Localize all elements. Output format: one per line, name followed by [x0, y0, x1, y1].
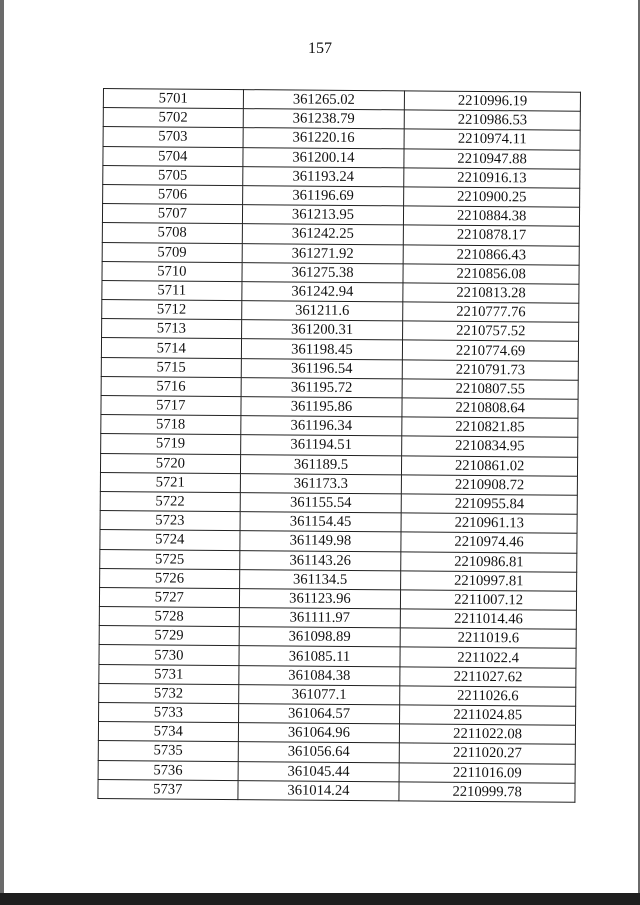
point-id-cell: 5718	[101, 415, 241, 435]
point-id-cell: 5732	[99, 683, 239, 703]
x-coordinate-cell: 361134.5	[239, 569, 401, 589]
point-id-cell: 5716	[101, 376, 241, 396]
point-id-cell: 5713	[102, 319, 242, 339]
point-id-cell: 5720	[100, 453, 240, 473]
point-id-cell: 5722	[100, 491, 240, 511]
y-coordinate-cell: 2210834.95	[402, 436, 578, 457]
x-coordinate-cell: 361200.31	[241, 320, 403, 340]
x-coordinate-cell: 361275.38	[242, 262, 404, 282]
point-id-cell: 5723	[100, 511, 240, 531]
table-row	[98, 779, 575, 802]
x-coordinate-cell: 361271.92	[242, 243, 404, 263]
point-id-cell: 5707	[102, 204, 242, 224]
y-coordinate-cell: 2211016.09	[399, 762, 575, 783]
x-coordinate-cell: 361084.38	[238, 665, 400, 685]
point-id-cell: 5702	[103, 108, 243, 128]
x-coordinate-cell: 361111.97	[239, 608, 401, 628]
point-id-cell: 5725	[100, 549, 240, 569]
y-coordinate-cell: 2210916.13	[404, 168, 580, 189]
point-id-cell: 5704	[103, 146, 243, 166]
x-coordinate-cell: 361143.26	[239, 550, 401, 570]
y-coordinate-cell: 2210986.53	[405, 110, 581, 131]
scan-edge	[0, 893, 640, 905]
point-id-cell: 5727	[99, 587, 239, 607]
x-coordinate-cell: 361220.16	[243, 128, 405, 148]
x-coordinate-cell: 361265.02	[243, 90, 405, 110]
x-coordinate-cell: 361200.14	[242, 147, 404, 167]
x-coordinate-cell: 361014.24	[238, 780, 400, 800]
point-id-cell: 5735	[98, 741, 238, 761]
y-coordinate-cell: 2210808.64	[402, 398, 578, 419]
y-coordinate-cell: 2210900.25	[404, 187, 580, 208]
y-coordinate-cell: 2211026.6	[400, 686, 576, 707]
y-coordinate-cell: 2210821.85	[402, 417, 578, 438]
point-id-cell: 5703	[103, 127, 243, 147]
table-body	[98, 89, 581, 803]
point-id-cell: 5714	[101, 338, 241, 358]
y-coordinate-cell: 2211022.08	[400, 724, 576, 745]
y-coordinate-cell: 2210791.73	[403, 359, 579, 380]
point-id-cell: 5728	[99, 607, 239, 627]
y-coordinate-cell: 2210974.11	[404, 129, 580, 150]
y-coordinate-cell: 2210878.17	[404, 225, 580, 246]
y-coordinate-cell: 2211019.6	[400, 628, 576, 649]
point-id-cell: 5706	[103, 184, 243, 204]
point-id-cell: 5721	[100, 472, 240, 492]
x-coordinate-cell: 361195.86	[241, 397, 403, 417]
y-coordinate-cell: 2211020.27	[400, 743, 576, 764]
y-coordinate-cell: 2211007.12	[401, 590, 577, 611]
point-id-cell: 5731	[99, 664, 239, 684]
point-id-cell: 5729	[99, 626, 239, 646]
point-id-cell: 5730	[99, 645, 239, 665]
y-coordinate-cell: 2211022.4	[400, 647, 576, 668]
point-id-cell: 5724	[100, 530, 240, 550]
y-coordinate-cell: 2210997.81	[401, 571, 577, 592]
x-coordinate-cell: 361064.96	[238, 723, 400, 743]
y-coordinate-cell: 2211014.46	[401, 609, 577, 630]
x-coordinate-cell: 361196.69	[242, 186, 404, 206]
y-coordinate-cell: 2210777.76	[403, 302, 579, 323]
y-coordinate-cell: 2211027.62	[400, 666, 576, 687]
point-id-cell: 5709	[102, 242, 242, 262]
y-coordinate-cell: 2210866.43	[403, 244, 579, 265]
x-coordinate-cell: 361198.45	[241, 339, 403, 359]
x-coordinate-cell: 361077.1	[238, 684, 400, 704]
x-coordinate-cell: 361173.3	[240, 473, 402, 493]
x-coordinate-cell: 361064.57	[238, 704, 400, 724]
y-coordinate-cell: 2210774.69	[403, 340, 579, 361]
point-id-cell: 5701	[103, 89, 243, 109]
point-id-cell: 5734	[98, 722, 238, 742]
point-id-cell: 5719	[101, 434, 241, 454]
point-id-cell: 5717	[101, 395, 241, 415]
x-coordinate-cell: 361189.5	[240, 454, 402, 474]
point-id-cell: 5705	[103, 165, 243, 185]
point-id-cell: 5710	[102, 261, 242, 281]
x-coordinate-cell: 361195.72	[241, 377, 403, 397]
x-coordinate-cell: 361193.24	[242, 166, 404, 186]
x-coordinate-cell: 361196.54	[241, 358, 403, 378]
y-coordinate-cell: 2210908.72	[402, 475, 578, 496]
y-coordinate-cell: 2210955.84	[401, 494, 577, 515]
y-coordinate-cell: 2210961.13	[401, 513, 577, 534]
point-id-cell: 5736	[98, 760, 238, 780]
x-coordinate-cell: 361242.94	[241, 281, 403, 301]
y-coordinate-cell: 2210861.02	[402, 455, 578, 476]
x-coordinate-cell: 361196.34	[240, 416, 402, 436]
x-coordinate-cell: 361238.79	[243, 109, 405, 129]
x-coordinate-cell: 361213.95	[242, 205, 404, 225]
y-coordinate-cell: 2211024.85	[400, 705, 576, 726]
x-coordinate-cell: 361085.11	[239, 646, 401, 666]
y-coordinate-cell: 2210884.38	[404, 206, 580, 227]
x-coordinate-cell: 361211.6	[241, 301, 403, 321]
x-coordinate-cell: 361056.64	[238, 742, 400, 762]
x-coordinate-cell: 361149.98	[239, 531, 401, 551]
x-coordinate-cell: 361098.89	[239, 627, 401, 647]
x-coordinate-cell: 361123.96	[239, 588, 401, 608]
x-coordinate-cell: 361242.25	[242, 224, 404, 244]
point-id-cell: 5711	[102, 280, 242, 300]
point-id-cell: 5737	[98, 779, 238, 799]
y-coordinate-cell: 2210947.88	[404, 148, 580, 169]
point-id-cell: 5708	[102, 223, 242, 243]
y-coordinate-cell: 2210813.28	[403, 283, 579, 304]
x-coordinate-cell: 361154.45	[240, 512, 402, 532]
x-coordinate-cell: 361155.54	[240, 493, 402, 513]
page-number: 157	[308, 40, 332, 57]
x-coordinate-cell: 361045.44	[238, 761, 400, 781]
point-id-cell: 5712	[102, 300, 242, 320]
y-coordinate-cell: 2210999.78	[399, 782, 575, 803]
point-id-cell: 5726	[100, 568, 240, 588]
coordinates-table	[97, 88, 581, 803]
point-id-cell: 5733	[99, 702, 239, 722]
y-coordinate-cell: 2210807.55	[402, 379, 578, 400]
y-coordinate-cell: 2210757.52	[403, 321, 579, 342]
point-id-cell: 5715	[101, 357, 241, 377]
y-coordinate-cell: 2210986.81	[401, 551, 577, 572]
y-coordinate-cell: 2210856.08	[403, 264, 579, 285]
x-coordinate-cell: 361194.51	[240, 435, 402, 455]
y-coordinate-cell: 2210974.46	[401, 532, 577, 553]
y-coordinate-cell: 2210996.19	[405, 91, 581, 112]
